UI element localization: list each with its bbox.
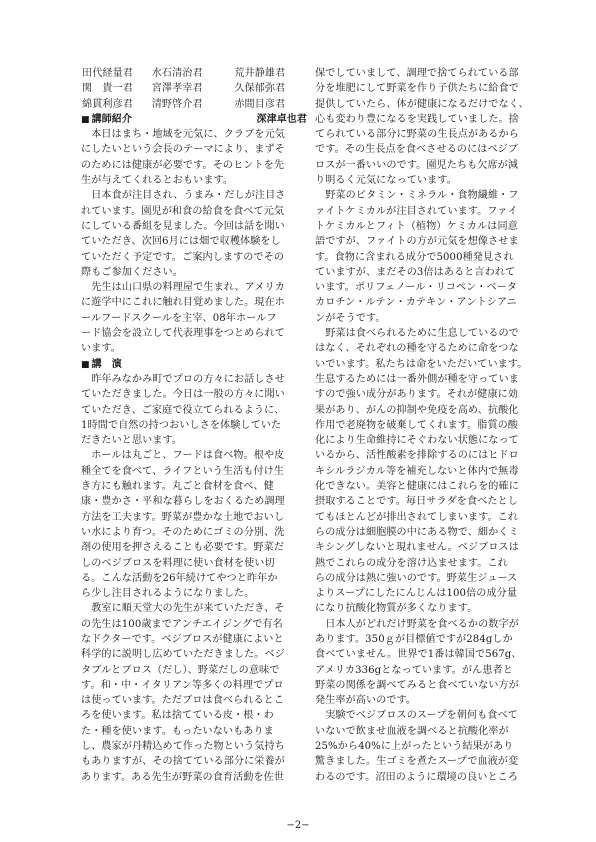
text-line: 25%から40%に上がったという結果があり xyxy=(315,741,514,753)
text-line: もありますが、その捨てている部分に栄養が xyxy=(81,756,285,768)
text-line: 際もご参加ください。 xyxy=(81,266,183,278)
text-line: す。食物に含まれる成分で5000種発見され xyxy=(315,251,514,263)
text-line: 化できない。美容と健康にはこれらを的確に xyxy=(315,481,519,493)
text-line: キシルラジカル等を補充しないと体内で無毒 xyxy=(315,465,519,477)
names-row xyxy=(81,81,307,96)
text-line: 驚きました。生ゴミを煮たスープで血液が変 xyxy=(315,756,519,768)
text-line: 日本人がどれだけ野菜を食べるかの数字が xyxy=(315,618,519,630)
member-name: 赤間目彦君 xyxy=(234,98,286,110)
text-line: る。こんな活動を26年続けてやつと昨年か xyxy=(81,572,278,584)
text-line: の先生は100歳までアンチエイジングで有名 xyxy=(81,618,283,630)
section-heading-speaker-intro xyxy=(81,112,307,127)
text-line: のためには健康が必要です。そのヒントを先 xyxy=(81,159,285,171)
text-line: ロスが一番いいのです。園児たちも欠席が減 xyxy=(315,159,519,171)
text-line: タブルとブロス（だし）、野菜だしの意味で xyxy=(81,664,280,676)
text-line: き方にも触れます。丸ごと食材を食べ、健 xyxy=(81,481,274,493)
text-line: トケミカルとフィト（植物）ケミカルは同意 xyxy=(315,220,518,232)
text-line: ールフードスクールを主宰、08年ホールフ xyxy=(81,312,277,324)
text-line: てもほとんどが排出されてしまいます。これ xyxy=(315,511,519,523)
text-line: わるのです。沼田のように環境の良いところ xyxy=(315,771,519,783)
text-line: す。和・中・イタリアン等多くの料理でプロ xyxy=(81,679,284,691)
text-line: いないで飲ませ血液を調べると抗酸化率が xyxy=(315,725,509,737)
heading-text: 講師紹介 xyxy=(91,113,133,125)
right-column xyxy=(315,66,541,785)
left-column xyxy=(81,66,307,785)
speaker-intro-text xyxy=(81,127,307,356)
text-line: り明るく元気になっています。 xyxy=(315,175,457,187)
text-line: い水により育つ。そのためにゴミの分別、洗 xyxy=(81,526,285,538)
lecture-text-continued xyxy=(315,66,541,785)
member-name: 荒井静雄君 xyxy=(234,68,286,79)
names-row xyxy=(81,66,307,81)
text-line: だきたいと思います。 xyxy=(81,435,183,447)
text-line: 種全てを食べて、ライフという生活も付け生 xyxy=(81,465,285,477)
member-name: 宮澤孝幸君 xyxy=(151,83,203,95)
text-line: 本日はまち・地域を元気に、クラブを元気 xyxy=(81,129,285,141)
text-line: 分を堆肥にして野菜を作り子供たちに給食で xyxy=(315,83,519,95)
text-line: います。 xyxy=(81,343,121,355)
text-line: すので強い成分があります。それが健康に効 xyxy=(315,389,519,401)
text-line: キシングしないと現れません。ベジブロスは xyxy=(315,542,519,554)
text-line: 生が与えてくれるとおもいます。 xyxy=(81,175,234,187)
text-line: います。ポリフェノール・リコペン・ベータ xyxy=(315,282,518,294)
text-line: 摂取することです。毎日サラダを食べたとし xyxy=(315,496,518,508)
text-line: はなく、それぞれの種を守るために命をつな xyxy=(315,343,519,355)
text-line: ード協会を設立して代表理事をつとめられて xyxy=(81,328,285,340)
text-line: 野菜は食べられるために生息しているので xyxy=(315,328,519,340)
text-line: ていただき、次回6月には畑で収穫体験をし xyxy=(81,236,281,248)
text-line: らの成分は細胞膜の中にある物で、細かくミ xyxy=(315,526,519,538)
speaker-name: 深津卓也君 xyxy=(256,113,307,125)
text-line: 生息するためには一番外側が種を守っていま xyxy=(315,373,519,385)
text-line: は使っています。ただブロは食べられるとこ xyxy=(81,695,285,707)
member-name: 清野啓介君 xyxy=(151,98,203,110)
text-line: 科学的に説明し広めていただきました。ベジ xyxy=(81,649,285,661)
square-bullet-icon: ■ xyxy=(81,359,90,370)
text-line: 発生率が高いのです。 xyxy=(315,695,417,707)
text-line: 食べていません。世界で1番は韓国で567g、 xyxy=(315,649,522,661)
text-line: にしている番組を見ました。今回は話を聞い xyxy=(81,220,285,232)
text-line: 昨年みなかみ町でプロの方々にお話しさせ xyxy=(81,373,285,385)
text-line: にしたいという会長のテーマにより、まずそ xyxy=(81,144,285,156)
text-line: あります。350ｇが目標値ですが284gしか xyxy=(315,633,513,645)
lecture-text xyxy=(81,372,307,785)
text-line: らの成分は熱に強いのです。野菜生ジュース xyxy=(315,572,518,584)
text-line: 保でしていまして、調理で捨てられている部 xyxy=(315,68,519,79)
text-line: た・種を使います。もったいないもありま xyxy=(81,725,274,737)
text-line: です。その生長点を食べさせるのにはベジブ xyxy=(315,144,519,156)
member-names xyxy=(81,66,307,112)
text-line: になり抗酸化物質が多くなります。 xyxy=(315,603,478,615)
text-line: 作用で老廃物を破棄してくれます。脂質の酸 xyxy=(315,419,519,431)
heading-text: 講 演 xyxy=(91,358,122,370)
text-line: ァイトケミカルが注目されています。ファイ xyxy=(315,205,518,217)
text-line: 剤の使用を押さえることも必要です。野菜だ xyxy=(81,542,285,554)
text-line: 先生は山口県の料理屋で生まれ、アメリカ xyxy=(81,282,285,294)
text-line: 提供していたら、体が健康になるだけでなく、 xyxy=(315,98,529,110)
member-name: 関 貴一君 xyxy=(82,83,133,95)
text-line: いるから、活性酸素を排除するのにはヒドロ xyxy=(315,450,519,462)
names-row xyxy=(81,97,307,112)
page-number: −2− xyxy=(286,820,310,831)
text-line: 実験でベジブロスのスープを朝何も食べて xyxy=(315,710,518,722)
text-line: 語ですが、ファイトの方が元気を想像させま xyxy=(315,236,519,248)
text-line: あります。ある先生が野菜の食育活動を佐世 xyxy=(81,771,285,783)
text-line: 果があり、がんの抑制や免疫を高め、抗酸化 xyxy=(315,404,519,416)
member-name: 久保郁弥君 xyxy=(234,83,286,95)
text-line: に遊学中にこれに触れ目覚めました。現在ホ xyxy=(81,297,285,309)
heading-title xyxy=(81,357,122,372)
text-line: ていますが、まだその3倍はあると言われて xyxy=(315,266,516,278)
text-line: カロチン・ルテン・カテキン・アントシアニ xyxy=(315,297,517,309)
text-line: 方法を工夫ます。野菜が豊かな土地でおいし xyxy=(81,511,285,523)
text-line: 教室に順天堂大の先生が来ていただき、そ xyxy=(81,603,285,615)
heading-title xyxy=(81,112,132,127)
square-bullet-icon: ■ xyxy=(81,114,90,125)
text-line: れています。園児が和食の給食を食べて元気 xyxy=(81,205,285,217)
member-name: 田代経量君 xyxy=(82,68,133,79)
text-line: アメリカ336gとなっています。がん患者と xyxy=(315,664,513,676)
text-line: ていただきました。今日は一般の方々に聞い xyxy=(81,389,285,401)
text-line: 1時間で自然の持つおいしさを体験していた xyxy=(81,419,282,431)
member-name: 綿貫利彦君 xyxy=(82,98,133,110)
text-line: 日本食が注目され、うまみ・だしが注目さ xyxy=(81,190,286,202)
text-line: よりスープにしたにんじんは100倍の成分量 xyxy=(315,588,518,600)
text-line: ていただく予定です。ご案内しますのでその xyxy=(81,251,285,263)
member-name: 水石清治君 xyxy=(151,68,203,79)
text-line: し、農家が丹精込めて作った物という気持ち xyxy=(81,741,285,753)
text-line: ら少し注目されるようになりました。 xyxy=(81,588,255,600)
text-line: ンがそうです。 xyxy=(315,312,386,324)
text-line: 野菜の関係を調べてみると食べていない方が xyxy=(315,679,519,691)
text-line: ろを使います。私は捨てている皮・根・わ xyxy=(81,710,274,722)
text-line: いでいます。私たちは命をいただいています。 xyxy=(315,358,528,370)
text-line: てられている部分に野菜の生長点があるから xyxy=(315,129,519,141)
text-line: ホールは丸ごと、フードは食べ物。根や皮 xyxy=(81,450,285,462)
text-line: なドクターです。ベジブロスが健康によいと xyxy=(81,633,284,645)
section-heading-lecture xyxy=(81,357,307,372)
text-line: 心も変わり豊になるを実践していました。捨 xyxy=(315,113,519,125)
text-line: ていただき、ご家庭で役立てられるように、 xyxy=(81,404,285,416)
text-line: 熱でこれらの成分を溶け込ませます。これ xyxy=(315,557,508,569)
text-line: 野菜のビタミン・ミネラル・食物繊維・フ xyxy=(315,190,519,202)
text-line: 康・豊かさ・平和な暮らしをおくるため調理 xyxy=(81,496,285,508)
text-line: しのベジブロスを料理に使い食材を使い切 xyxy=(81,557,275,569)
text-line: 化により生命維持にそぐわない状態になって xyxy=(315,435,519,447)
